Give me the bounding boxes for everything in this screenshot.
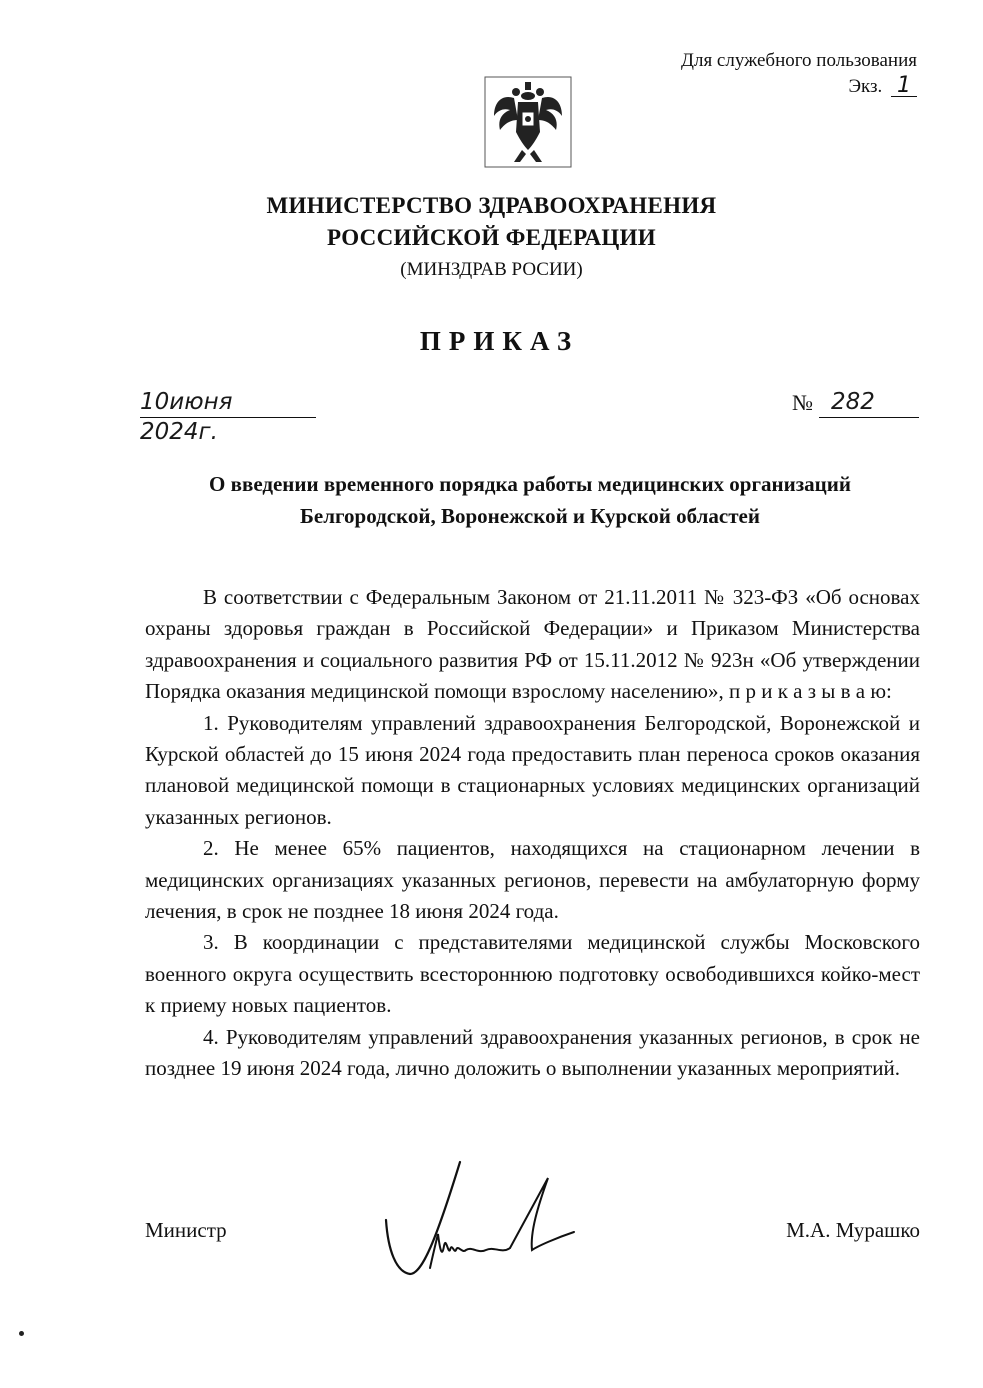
ministry-header [0,190,983,286]
order-item: 4. Руководителям управлений здравоохранения указанных регионов, в срок не позднее 19 июня 2024 года, лично доложить о выполнении указанных мероприятий. [145,1024,920,1081]
ministry-name-line1: МИНИСТЕРСТВО ЗДРАВООХРАНЕНИЯ [266,193,717,218]
order-title-line2: Белгородской, Воронежской и Курской областей [300,504,760,528]
document-type: ПРИКАЗ [419,326,580,356]
order-number: 282 [819,387,919,418]
order-number-label: № [792,390,813,415]
order-item: 2. Не менее 65% пациентов, находящихся на стационарном лечении в медицинских организациях указанных регионов, перевести на амбулаторную форму лечения, в срок не позднее 18 июня 2024 года. [145,836,920,924]
order-body [145,582,920,1085]
scan-artifact-dot [19,1331,24,1336]
classification-label: Для служебного пользования [681,50,917,71]
signatory-name: М.А. Мурашко [786,1218,920,1242]
classification-block [681,48,917,100]
preamble-paragraph: В соответствии с Федеральным Законом от 21.11.2011 № 323-ФЗ «Об основах охраны здоровья граждан в Российской Федерации» и Приказом Министерства здравоохранения и социального развития РФ от 15.11.2012 № 923н «Об утверждении Порядка оказания медицинской помощи взрослому населению», п р и к а з ы в а ю: [145,585,920,704]
order-date: 10июня 2024г. [140,387,316,418]
ministry-short-name: (МИНЗДРАВ РОСИИ) [400,259,583,280]
order-item: 1. Руководителям управлений здравоохранения Белгородской, Воронежской и Курской областей до 15 июня 2024 года предоставить план переноса сроков оказания плановой медицинской помощи в стационарных условиях медицинских организаций указанных регионов. [145,710,920,829]
ministry-name-line2: РОССИЙСКОЙ ФЕДЕРАЦИИ [327,225,656,250]
order-title-line1: О введении временного порядка работы медицинских организаций [209,472,851,496]
copy-label: Экз. [848,76,883,97]
signatory-role: Министр [145,1218,227,1242]
order-number-block [792,387,919,417]
copy-line [848,74,917,100]
order-item: 3. В координации с представителями медицинской службы Московского военного округа осуществить всестороннюю подготовку освободившихся койко-мест к приему новых пациентов. [145,930,920,1018]
state-emblem-icon [484,76,572,168]
copy-number: 1 [891,76,917,97]
handwritten-signature-icon [370,1150,590,1290]
order-title [140,468,920,532]
